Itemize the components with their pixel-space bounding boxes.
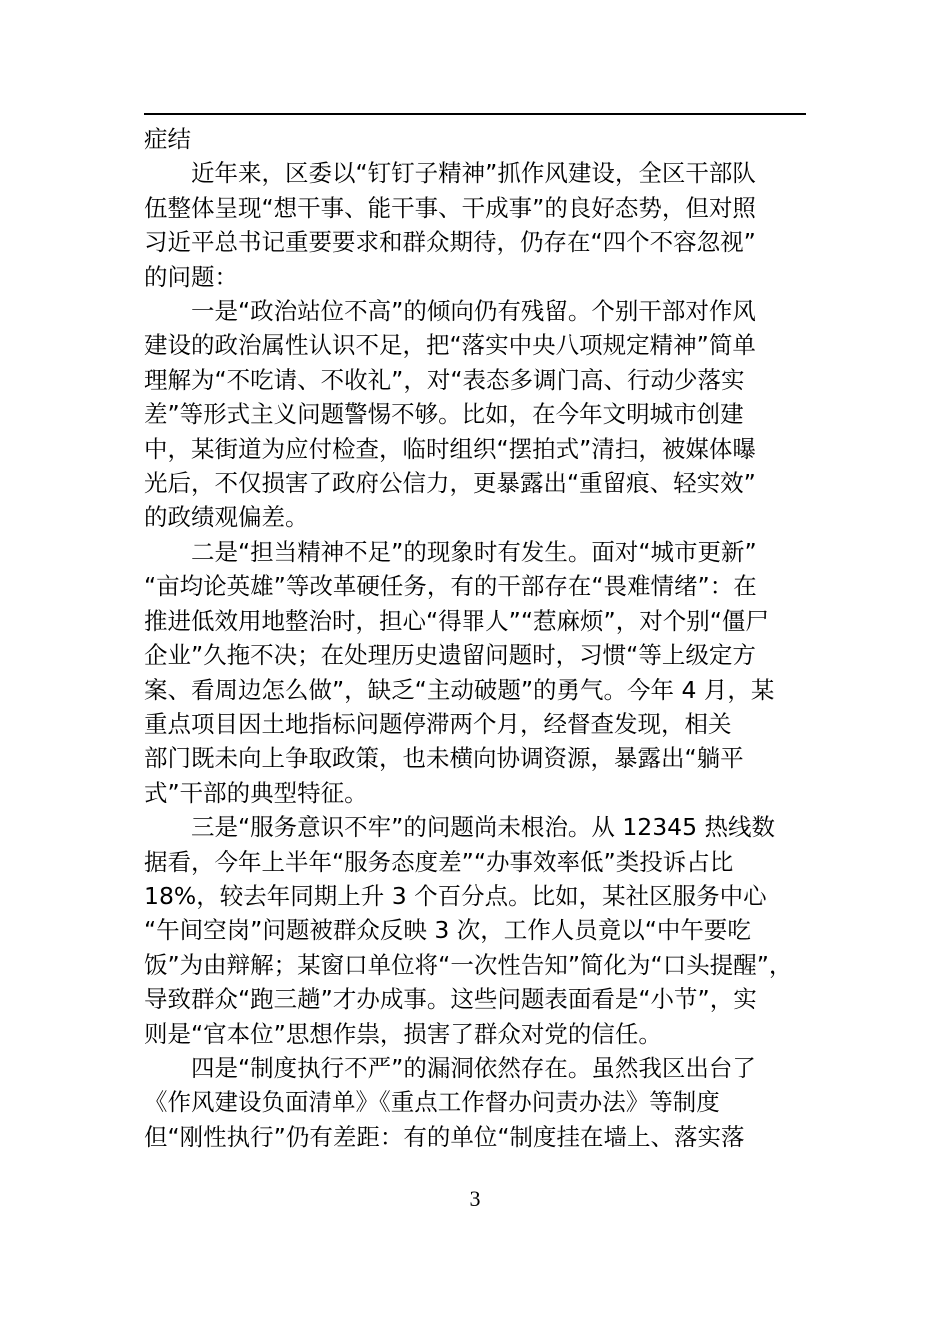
- text-line: 建设的政治属性认识不足，把“落实中央八项规定精神”简单: [144, 331, 756, 360]
- text-line: 习近平总书记重要要求和群众期待，仍存在“四个不容忽视”: [144, 228, 756, 257]
- paragraph-point-one: [144, 294, 806, 535]
- text-line: 案、看周边怎么做”，缺乏“主动破题”的勇气。今年 4 月，某: [144, 675, 775, 704]
- text-line: 的问题：: [144, 262, 238, 291]
- text-line: 四是“制度执行不严”的漏洞依然存在。虽然我区出台了: [144, 1053, 756, 1082]
- text-line: 推进低效用地整治时，担心“得罪人”“惹麻烦”，对个别“僵尸: [144, 606, 769, 635]
- continuation-line: 症结: [144, 125, 191, 153]
- text-line: 但“刚性执行”仍有差距：有的单位“制度挂在墙上、落实落: [144, 1122, 745, 1151]
- text-line: “亩均论英雄”等改革硬任务，有的干部存在“畏难情绪”：在: [144, 572, 757, 601]
- text-line: 理解为“不吃请、不收礼”，对“表态多调门高、行动少落实: [144, 365, 745, 394]
- text-line: 差”等形式主义问题警惕不够。比如，在今年文明城市创建: [144, 400, 744, 429]
- text-line: 企业”久拖不决；在处理历史遗留问题时，习惯“等上级定方: [144, 641, 756, 670]
- text-line: 导致群众“跑三趟”才办成事。这些问题表面看是“小节”，实: [144, 985, 757, 1014]
- text-line: 二是“担当精神不足”的现象时有发生。面对“城市更新”: [144, 537, 757, 566]
- text-line: 近年来，区委以“钉钉子精神”抓作风建设，全区干部队: [144, 159, 756, 188]
- text-line: 《作风建设负面清单》《重点工作督办问责办法》等制度: [144, 1088, 720, 1117]
- text-line: 则是“官本位”思想作祟，损害了群众对党的信任。: [144, 1019, 662, 1048]
- page-number: 3: [469, 1186, 481, 1211]
- text-line: 一是“政治站位不高”的倾向仍有残留。个别干部对作风: [144, 297, 756, 326]
- text-line: 据看，今年上半年“服务态度差”“办事效率低”类投诉占比: [144, 847, 734, 876]
- paragraph-intro: [144, 156, 806, 294]
- text-line: 18%，较去年同期上升 3 个百分点。比如，某社区服务中心: [144, 881, 767, 910]
- text-line: 重点项目因土地指标问题停滞两个月，经督查发现，相关: [144, 709, 732, 738]
- paragraph-point-four: [144, 1051, 806, 1154]
- header-rule: [144, 113, 806, 115]
- document-body: [144, 122, 806, 1154]
- text-line: 饭”为由辩解；某窗口单位将“一次性告知”简化为“口头提醒”，: [144, 950, 793, 979]
- text-line: 部门既未向上争取政策，也未横向协调资源，暴露出“躺平: [144, 744, 744, 773]
- text-line: “午间空岗”问题被群众反映 3 次，工作人员竟以“中午要吃: [144, 916, 751, 945]
- paragraph-point-two: [144, 535, 806, 810]
- text-line: 伍整体呈现“想干事、能干事、干成事”的良好态势，但对照: [144, 193, 756, 222]
- text-line: 式”干部的典型特征。: [144, 778, 368, 807]
- text-line: 中，某街道为应付检查，临时组织“摆拍式”清扫，被媒体曝: [144, 434, 756, 463]
- text-line: 光后，不仅损害了政府公信力，更暴露出“重留痕、轻实效”: [144, 469, 756, 498]
- text-line: 三是“服务意识不牢”的问题尚未根治。从 12345 热线数: [144, 813, 776, 842]
- text-line: 的政绩观偏差。: [144, 503, 309, 532]
- paragraph-point-three: [144, 810, 806, 1051]
